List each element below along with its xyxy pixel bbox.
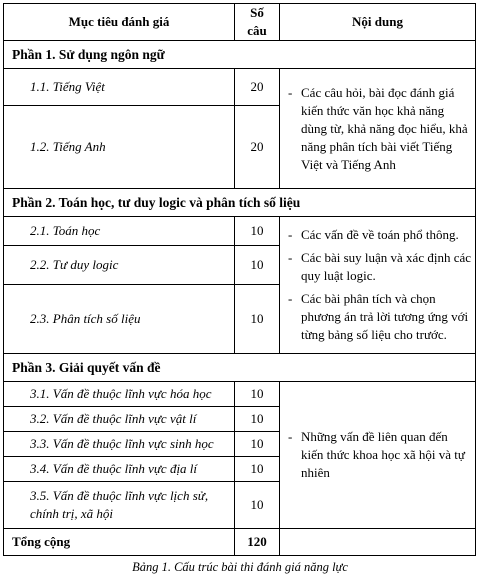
item-count: 10 — [235, 382, 280, 407]
section-title: Phần 2. Toán học, tư duy logic và phân tích số liệu — [4, 189, 476, 217]
table-row — [4, 382, 476, 407]
item-count: 20 — [235, 69, 280, 106]
header-count: Số câu — [235, 4, 280, 41]
content-bullet — [288, 290, 471, 344]
section-title: Phần 1. Sử dụng ngôn ngữ — [4, 41, 476, 69]
content-bullet — [288, 84, 471, 174]
header-row — [4, 4, 476, 41]
item-count: 10 — [235, 482, 280, 529]
item-label: 3.2. Vấn đề thuộc lĩnh vực vật lí — [4, 407, 235, 432]
section-row — [4, 41, 476, 69]
item-count: 10 — [235, 285, 280, 354]
item-count: 10 — [235, 457, 280, 482]
item-label: 3.1. Vấn đề thuộc lĩnh vực hóa học — [4, 382, 235, 407]
total-label: Tổng cộng — [4, 529, 235, 556]
bullet-text: Các bài suy luận và xác định các quy luật logic. — [301, 250, 472, 283]
table-row — [4, 217, 476, 246]
item-count: 20 — [235, 106, 280, 189]
item-label: 1.2. Tiếng Anh — [4, 106, 235, 189]
table-row — [4, 69, 476, 106]
bullet-dash: - — [288, 429, 293, 444]
total-empty-cell — [280, 529, 476, 556]
bullet-text: Các câu hỏi, bài đọc đánh giá kiến thức văn học khả năng dùng từ, khả năng đọc hiểu, khả năng phân tích bài viết Tiếng Việt và Tiếng Anh — [301, 84, 468, 172]
section-row — [4, 189, 476, 217]
item-label: 3.4. Vấn đề thuộc lĩnh vực địa lí — [4, 457, 235, 482]
item-count: 10 — [235, 432, 280, 457]
total-row — [4, 529, 476, 556]
bullet-dash: - — [288, 250, 293, 265]
content-bullet — [288, 249, 471, 285]
bullet-dash: - — [288, 84, 293, 100]
item-label: 3.5. Vấn đề thuộc lĩnh vực lịch sử, chính trị, xã hội — [4, 482, 235, 529]
bullet-dash: - — [288, 227, 293, 242]
item-label: 2.2. Tư duy logic — [4, 246, 235, 285]
bullet-text: Những vấn đề liên quan đến kiến thức khoa học xã hội và tự nhiên — [301, 429, 465, 480]
section-content — [280, 69, 476, 189]
item-label: 2.3. Phân tích số liệu — [4, 285, 235, 354]
header-objective: Mục tiêu đánh giá — [4, 4, 235, 41]
bullet-dash: - — [288, 291, 293, 306]
content-bullet — [288, 226, 471, 244]
section-title: Phần 3. Giải quyết vấn đề — [4, 354, 476, 382]
section-content — [280, 217, 476, 354]
bullet-text: Các bài phân tích và chọn phương án trả lời tương ứng với từng bảng số liệu cho trước. — [301, 291, 469, 342]
assessment-structure-table — [3, 3, 476, 556]
header-content: Nội dung — [280, 4, 476, 41]
item-label: 2.1. Toán học — [4, 217, 235, 246]
item-count: 10 — [235, 407, 280, 432]
section-row — [4, 354, 476, 382]
item-label: 3.3. Vấn đề thuộc lĩnh vực sinh học — [4, 432, 235, 457]
table-caption: Bảng 1. Cấu trúc bài thi đánh giá năng lực — [132, 560, 348, 574]
item-label: 1.1. Tiếng Việt — [4, 69, 235, 106]
content-bullet — [288, 428, 471, 482]
total-count: 120 — [235, 529, 280, 556]
item-count: 10 — [235, 246, 280, 285]
bullet-text: Các vấn đề về toán phổ thông. — [301, 227, 459, 242]
item-count: 10 — [235, 217, 280, 246]
section-content — [280, 382, 476, 529]
